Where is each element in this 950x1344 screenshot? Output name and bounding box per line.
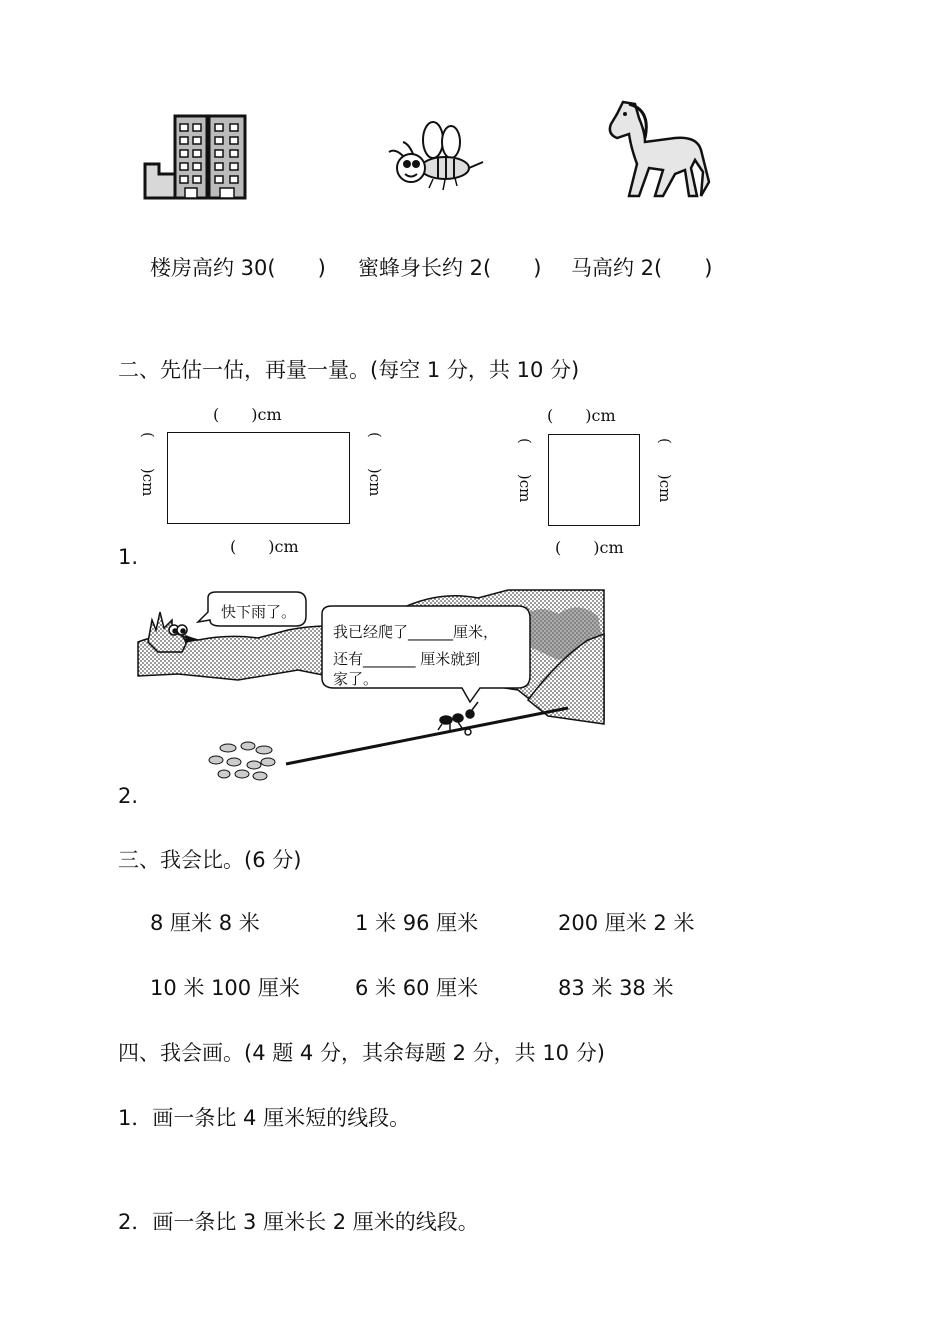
compare-item: 1 米 96 厘米 <box>355 911 479 935</box>
section4-heading: 四、我会画。(4 题 4 分，其余每题 2 分，共 10 分) <box>118 1041 605 1065</box>
ant-speech-line1: 我已经爬了______厘米， <box>333 623 499 641</box>
bird-speech-text: 快下雨了。 <box>221 603 297 621</box>
building-label: 楼房高约 30( ) <box>150 256 326 280</box>
rect-right-blank: ( )cm <box>366 432 384 497</box>
ant-speech-line3: 家了。 <box>333 670 379 688</box>
horse-illustration <box>605 98 715 202</box>
ant-speech-line2: 还有_______ 厘米就到 <box>333 650 481 668</box>
rect-top-blank: ( )cm <box>213 405 282 424</box>
compare-item: 83 米 38 米 <box>558 976 674 1000</box>
section2-heading: 二、先估一估，再量一量。(每空 1 分，共 10 分) <box>118 358 580 382</box>
rect-left-blank: ( )cm <box>139 432 157 497</box>
horse-label: 马高约 2( ) <box>571 256 713 280</box>
square-left-blank: ( )cm <box>516 438 534 503</box>
bee-label: 蜜蜂身长约 2( ) <box>358 256 542 280</box>
compare-item: 200 厘米 2 米 <box>558 911 695 935</box>
square-bottom-blank: ( )cm <box>555 538 624 557</box>
draw-question-2: 2．画一条比 3 厘米长 2 厘米的线段。 <box>118 1210 479 1234</box>
rect-bottom-blank: ( )cm <box>230 537 299 556</box>
compare-item: 6 米 60 厘米 <box>355 976 479 1000</box>
square-right-blank: ( )cm <box>656 438 674 503</box>
draw-question-1: 1．画一条比 4 厘米短的线段。 <box>118 1106 411 1130</box>
item2-number: 2. <box>118 784 139 808</box>
compare-item: 8 厘米 8 米 <box>150 911 260 935</box>
square-top-blank: ( )cm <box>547 406 616 425</box>
compare-item: 10 米 100 厘米 <box>150 976 300 1000</box>
rectangle-shape <box>167 432 350 524</box>
building-illustration <box>145 112 250 202</box>
section3-heading: 三、我会比。(6 分) <box>118 848 302 872</box>
square-shape <box>548 434 640 526</box>
bee-illustration <box>383 122 488 194</box>
item1-number: 1. <box>118 545 139 569</box>
